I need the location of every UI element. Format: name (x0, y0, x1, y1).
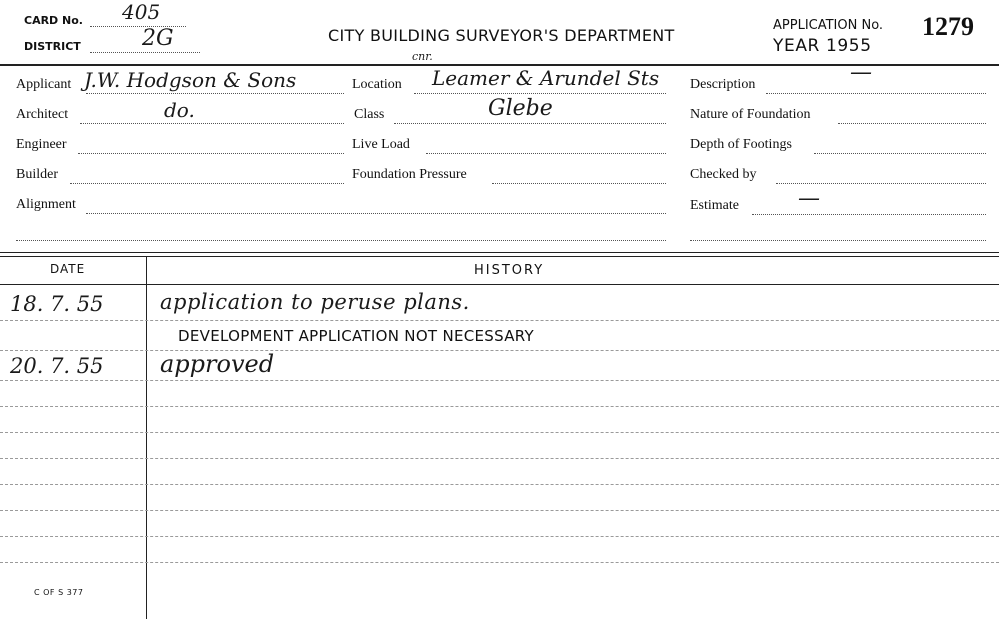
date-column-divider (146, 257, 147, 619)
nature-of-foundation-line (838, 123, 986, 124)
foundation-pressure-label: Foundation Pressure (352, 167, 467, 182)
location-line (414, 93, 666, 94)
card-no-value: 405 (122, 0, 161, 24)
history-line (0, 536, 999, 537)
class-value: Glebe (488, 96, 553, 121)
checked-by-line (776, 183, 986, 184)
history-line (0, 562, 999, 563)
foundation-pressure-line (492, 183, 666, 184)
history-line (0, 350, 999, 351)
nature-of-foundation-label: Nature of Foundation (690, 107, 811, 122)
date-header: DATE (50, 262, 86, 276)
year-label: YEAR 1955 (773, 36, 872, 56)
class-line (394, 123, 666, 124)
blank-line-left (16, 240, 666, 241)
builder-line (70, 183, 344, 184)
builder-label: Builder (16, 167, 58, 182)
blank-line-right (690, 240, 986, 241)
history-header-rule (0, 284, 999, 285)
history-line (0, 406, 999, 407)
engineer-line (78, 153, 344, 154)
applicant-line (86, 93, 344, 94)
district-line (90, 52, 200, 53)
history-line (0, 380, 999, 381)
architect-value: do. (164, 98, 195, 122)
applicant-label: Applicant (16, 77, 72, 92)
history-date: 18. 7. 55 (10, 292, 104, 316)
history-line (0, 320, 999, 321)
history-line (0, 484, 999, 485)
live-load-label: Live Load (352, 137, 410, 152)
description-label: Description (690, 77, 756, 92)
class-label: Class (354, 107, 385, 122)
history-date: 20. 7. 55 (10, 354, 104, 378)
engineer-label: Engineer (16, 137, 67, 152)
section-rule-top (0, 252, 999, 253)
district-label: DISTRICT (24, 40, 81, 53)
estimate-label: Estimate (690, 198, 739, 213)
depth-of-footings-line (814, 153, 986, 154)
card-no-label: CARD No. (24, 14, 83, 27)
history-entry: approved (160, 350, 275, 378)
live-load-line (426, 153, 666, 154)
history-line (0, 432, 999, 433)
application-number: 1279 (922, 12, 974, 41)
history-line (0, 458, 999, 459)
form-code: C OF S 377 (34, 588, 84, 597)
department-title: CITY BUILDING SURVEYOR'S DEPARTMENT (328, 26, 675, 45)
alignment-label: Alignment (16, 197, 76, 212)
history-line (0, 510, 999, 511)
description-line (766, 93, 986, 94)
application-no-label: APPLICATION No. (773, 18, 884, 33)
architect-line (80, 123, 344, 124)
architect-label: Architect (16, 107, 69, 122)
district-value: 2G (142, 26, 174, 51)
estimate-value: — (798, 186, 820, 211)
location-value: Leamer & Arundel Sts (432, 66, 660, 90)
section-rule-bottom (0, 256, 999, 257)
history-entry: application to peruse plans. (160, 290, 470, 314)
estimate-line (752, 214, 986, 215)
location-label: Location (352, 77, 402, 92)
description-value: — (850, 60, 872, 85)
checked-by-label: Checked by (690, 167, 757, 182)
history-stamp: DEVELOPMENT APPLICATION NOT NECESSARY (178, 327, 535, 345)
alignment-line (86, 213, 666, 214)
location-note: cnr. (412, 50, 433, 63)
depth-of-footings-label: Depth of Footings (690, 137, 792, 152)
history-header: HISTORY (474, 263, 545, 278)
applicant-value: J.W. Hodgson & Sons (84, 68, 297, 92)
